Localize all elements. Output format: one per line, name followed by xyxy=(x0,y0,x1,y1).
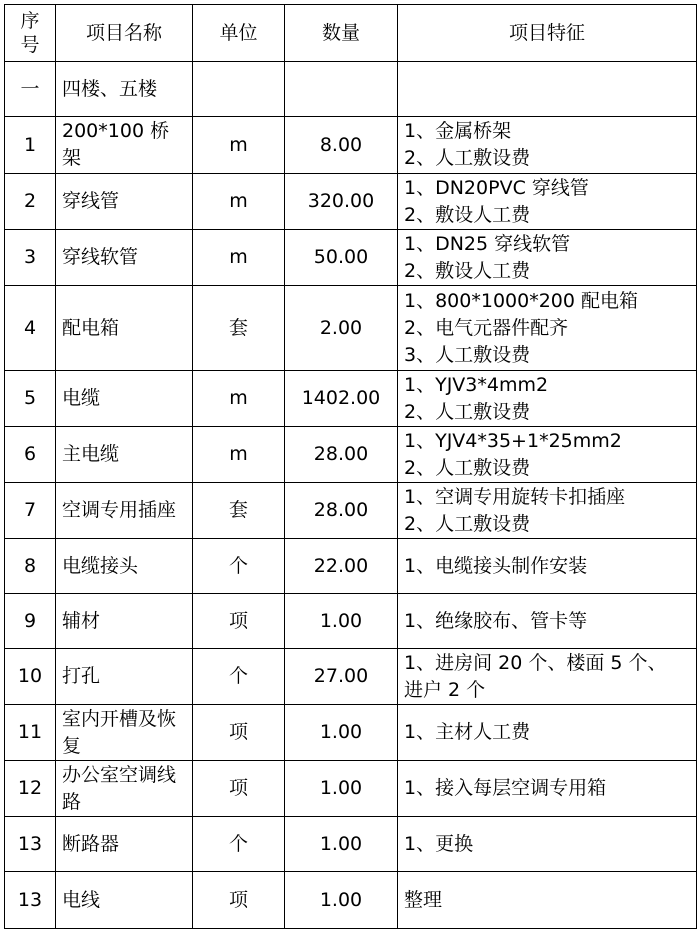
row-name: 穿线软管 xyxy=(56,230,193,286)
row-unit: m xyxy=(193,117,285,174)
feature-line: 2、人工敷设费 xyxy=(404,400,531,423)
header-unit-text: 单位 xyxy=(219,21,258,44)
row-qty: 2.00 xyxy=(285,286,398,371)
feature-line: 2、敷设人工费 xyxy=(404,259,531,282)
section-name: 四楼、五楼 xyxy=(56,62,193,117)
table-row xyxy=(5,872,697,929)
table-row xyxy=(5,230,697,286)
table-row xyxy=(5,371,697,427)
feature-line: 进户 2 个 xyxy=(404,678,486,701)
header-name-text: 项目名称 xyxy=(85,21,162,44)
header-qty-text: 数量 xyxy=(321,21,360,44)
row-seq: 11 xyxy=(5,705,56,761)
row-seq: 10 xyxy=(5,649,56,705)
row-name: 电线 xyxy=(56,872,193,929)
row-qty: 27.00 xyxy=(285,649,398,705)
row-name: 空调专用插座 xyxy=(56,483,193,539)
table-row xyxy=(5,483,697,539)
row-features xyxy=(398,174,697,230)
table-row xyxy=(5,705,697,761)
row-qty: 8.00 xyxy=(285,117,398,174)
table-row xyxy=(5,761,697,817)
feature-line: 1、电缆接头制作安装 xyxy=(404,554,588,577)
row-name: 室内开槽及恢复 xyxy=(56,705,193,761)
feature-line: 2、人工敷设费 xyxy=(404,147,531,169)
row-features xyxy=(398,286,697,371)
row-unit: 套 xyxy=(193,483,285,539)
feature-line: 1、主材人工费 xyxy=(404,721,531,743)
row-seq: 4 xyxy=(5,286,56,371)
row-seq: 13 xyxy=(5,817,56,872)
section-seq: 一 xyxy=(5,62,56,117)
row-features xyxy=(398,483,697,539)
section-feature xyxy=(398,62,697,117)
row-unit: 项 xyxy=(193,594,285,649)
row-seq: 5 xyxy=(5,371,56,427)
feature-line: 1、YJV3*4mm2 xyxy=(404,373,549,396)
header-seq-text: 序号 xyxy=(20,10,40,56)
header-row xyxy=(5,5,697,62)
section-unit xyxy=(193,62,285,117)
feature-line: 1、空调专用旋转卡扣插座 xyxy=(404,485,626,508)
section-qty xyxy=(285,62,398,117)
row-name: 辅材 xyxy=(56,594,193,649)
row-unit: m xyxy=(193,427,285,483)
table-row xyxy=(5,817,697,872)
row-features xyxy=(398,539,697,594)
row-seq: 7 xyxy=(5,483,56,539)
feature-line: 整理 xyxy=(404,888,443,911)
feature-line: 1、接入每层空调专用箱 xyxy=(404,777,607,799)
feature-line: 2、电气元器件配齐 xyxy=(404,316,569,339)
feature-line: 1、更换 xyxy=(404,832,474,855)
feature-line: 1、DN20PVC 穿线管 xyxy=(404,176,589,199)
header-name xyxy=(56,5,193,62)
row-unit: m xyxy=(193,371,285,427)
feature-line: 2、敷设人工费 xyxy=(404,203,531,226)
row-unit: 个 xyxy=(193,649,285,705)
row-features xyxy=(398,705,697,761)
row-name: 穿线管 xyxy=(56,174,193,230)
row-unit: 套 xyxy=(193,286,285,371)
row-qty: 1.00 xyxy=(285,594,398,649)
row-qty: 28.00 xyxy=(285,427,398,483)
row-unit: 个 xyxy=(193,817,285,872)
row-features xyxy=(398,427,697,483)
table-row xyxy=(5,594,697,649)
row-qty: 1.00 xyxy=(285,705,398,761)
row-unit: 项 xyxy=(193,872,285,929)
header-seq xyxy=(5,5,56,62)
row-name: 电缆 xyxy=(56,371,193,427)
row-unit: 项 xyxy=(193,761,285,817)
table-row xyxy=(5,539,697,594)
feature-line: 1、800*1000*200 配电箱 xyxy=(404,289,639,312)
row-unit: 个 xyxy=(193,539,285,594)
table-row xyxy=(5,174,697,230)
row-name: 断路器 xyxy=(56,817,193,872)
row-qty: 1402.00 xyxy=(285,371,398,427)
row-qty: 28.00 xyxy=(285,483,398,539)
header-unit xyxy=(193,5,285,62)
row-features xyxy=(398,117,697,174)
table-row xyxy=(5,117,697,174)
feature-line: 3、人工敷设费 xyxy=(404,343,531,366)
row-name: 电缆接头 xyxy=(56,539,193,594)
row-name: 主电缆 xyxy=(56,427,193,483)
row-seq: 3 xyxy=(5,230,56,286)
row-unit: m xyxy=(193,230,285,286)
header-feature xyxy=(398,5,697,62)
feature-line: 1、进房间 20 个、楼面 5 个、 xyxy=(404,651,667,674)
row-features xyxy=(398,817,697,872)
table-body xyxy=(5,117,697,929)
row-features xyxy=(398,371,697,427)
feature-line: 1、金属桥架 xyxy=(404,120,512,142)
row-features xyxy=(398,594,697,649)
table-row xyxy=(5,427,697,483)
bill-of-quantities-table xyxy=(4,4,697,929)
table-row xyxy=(5,649,697,705)
row-name: 配电箱 xyxy=(56,286,193,371)
row-features xyxy=(398,649,697,705)
row-name: 办公室空调线路 xyxy=(56,761,193,817)
row-features xyxy=(398,761,697,817)
row-qty: 320.00 xyxy=(285,174,398,230)
header-feature-text: 项目特征 xyxy=(508,21,585,44)
row-qty: 50.00 xyxy=(285,230,398,286)
row-unit: 项 xyxy=(193,705,285,761)
row-name: 200*100 桥架 xyxy=(56,117,193,174)
header-qty xyxy=(285,5,398,62)
feature-line: 2、人工敷设费 xyxy=(404,512,531,535)
section-row xyxy=(5,62,697,117)
row-seq: 1 xyxy=(5,117,56,174)
row-seq: 12 xyxy=(5,761,56,817)
feature-line: 1、绝缘胶布、管卡等 xyxy=(404,609,588,632)
row-seq: 8 xyxy=(5,539,56,594)
feature-line: 2、人工敷设费 xyxy=(404,456,531,479)
row-qty: 1.00 xyxy=(285,761,398,817)
row-seq: 6 xyxy=(5,427,56,483)
row-features xyxy=(398,230,697,286)
row-qty: 1.00 xyxy=(285,872,398,929)
row-qty: 22.00 xyxy=(285,539,398,594)
feature-line: 1、YJV4*35+1*25mm2 xyxy=(404,429,622,452)
row-seq: 9 xyxy=(5,594,56,649)
feature-line: 1、DN25 穿线软管 xyxy=(404,232,571,255)
row-seq: 13 xyxy=(5,872,56,929)
row-unit: m xyxy=(193,174,285,230)
row-seq: 2 xyxy=(5,174,56,230)
row-features xyxy=(398,872,697,929)
row-qty: 1.00 xyxy=(285,817,398,872)
table-row xyxy=(5,286,697,371)
row-name: 打孔 xyxy=(56,649,193,705)
